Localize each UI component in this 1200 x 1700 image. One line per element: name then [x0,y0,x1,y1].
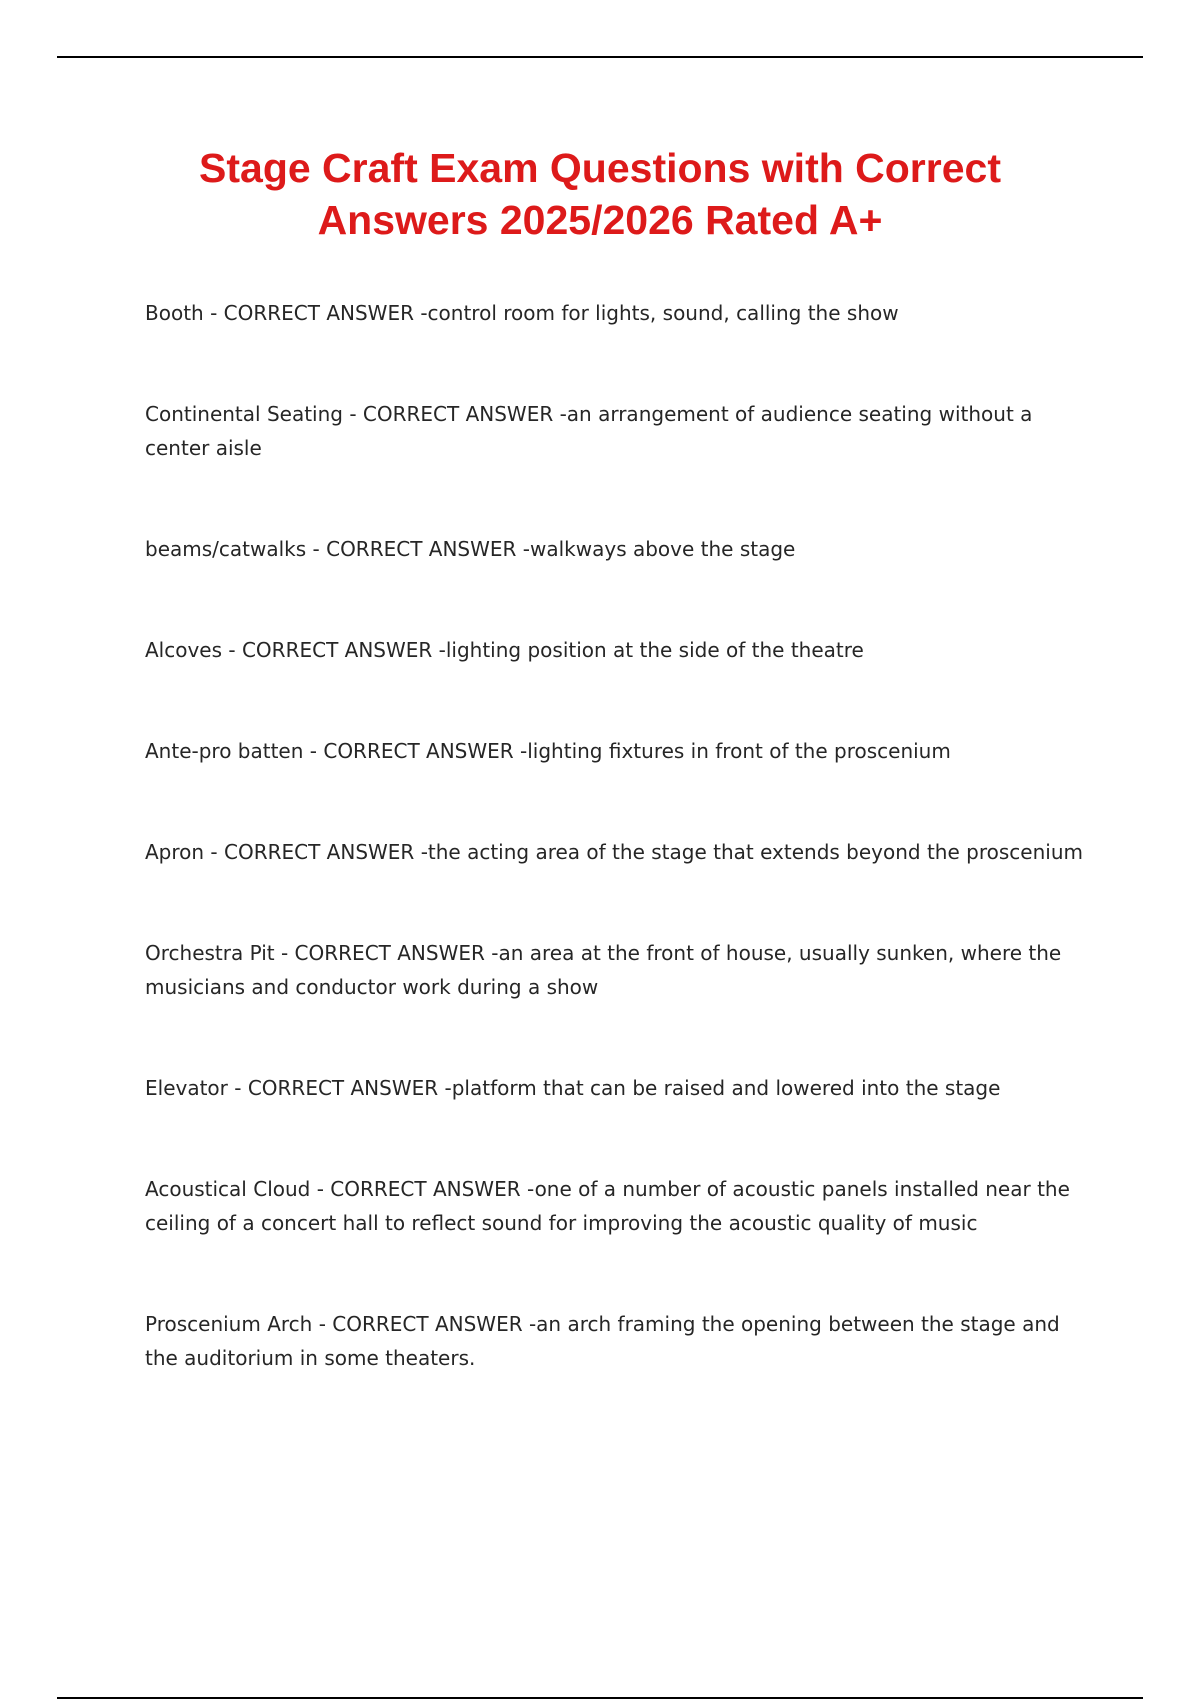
qa-term: Proscenium Arch [145,1312,313,1336]
qa-separator: - CORRECT ANSWER - [204,840,428,864]
top-divider [57,56,1143,58]
qa-term: Acoustical Cloud [145,1177,311,1201]
qa-answer: walkways above the stage [530,537,796,561]
qa-separator: - CORRECT ANSWER - [227,1076,452,1100]
qa-separator: - CORRECT ANSWER - [222,638,446,662]
qa-item-alcoves [145,633,1085,667]
bottom-divider [57,1697,1143,1699]
qa-item-acoustical-cloud [145,1172,1085,1240]
qa-separator: - CORRECT ANSWER - [312,1312,537,1336]
qa-answer: an arrangement of audience seating without a center aisle [145,402,1033,460]
qa-separator: - CORRECT ANSWER - [310,1177,535,1201]
qa-term: Orchestra Pit [145,941,275,965]
qa-answer: platform that can be raised and lowered into the stage [451,1076,1001,1100]
qa-answer: lighting fixtures in front of the proscenium [527,739,951,763]
qa-separator: - CORRECT ANSWER - [303,739,528,763]
qa-term: Continental Seating [145,402,343,426]
qa-item-ante-pro-batten [145,734,1085,768]
qa-answer: control room for lights, sound, calling the show [427,301,899,325]
qa-separator: - CORRECT ANSWER - [342,402,567,426]
qa-term: Booth [145,301,204,325]
qa-item-orchestra-pit [145,936,1085,1004]
qa-item-elevator [145,1071,1085,1105]
qa-list [145,296,1085,1442]
qa-separator: - CORRECT ANSWER - [306,537,530,561]
qa-term: Elevator [145,1076,228,1100]
qa-item-continental-seating [145,397,1085,465]
document-title: Stage Craft Exam Questions with Correct Answers 2025/2026 Rated A+ [199,145,1001,243]
qa-answer: an arch framing the opening between the stage and the auditorium in some theaters. [145,1312,1060,1370]
qa-separator: - CORRECT ANSWER - [203,301,428,325]
qa-term: Alcoves [145,638,223,662]
qa-item-beams-catwalks [145,532,1085,566]
qa-answer: the acting area of the stage that extends beyond the proscenium [427,840,1083,864]
qa-term: Ante-pro batten [145,739,304,763]
qa-item-proscenium-arch [145,1307,1085,1375]
qa-answer: one of a number of acoustic panels installed near the ceiling of a concert hall to reflect sound for improving the acoustic quality of music [145,1177,1070,1235]
qa-separator: - CORRECT ANSWER - [274,941,499,965]
qa-answer: lighting position at the side of the theatre [445,638,864,662]
qa-answer: an area at the front of house, usually sunken, where the musicians and conductor work during a show [145,941,1062,999]
qa-item-booth [145,296,1085,330]
qa-term: Apron [145,840,205,864]
qa-term: beams/catwalks [145,537,307,561]
qa-item-apron [145,835,1085,869]
